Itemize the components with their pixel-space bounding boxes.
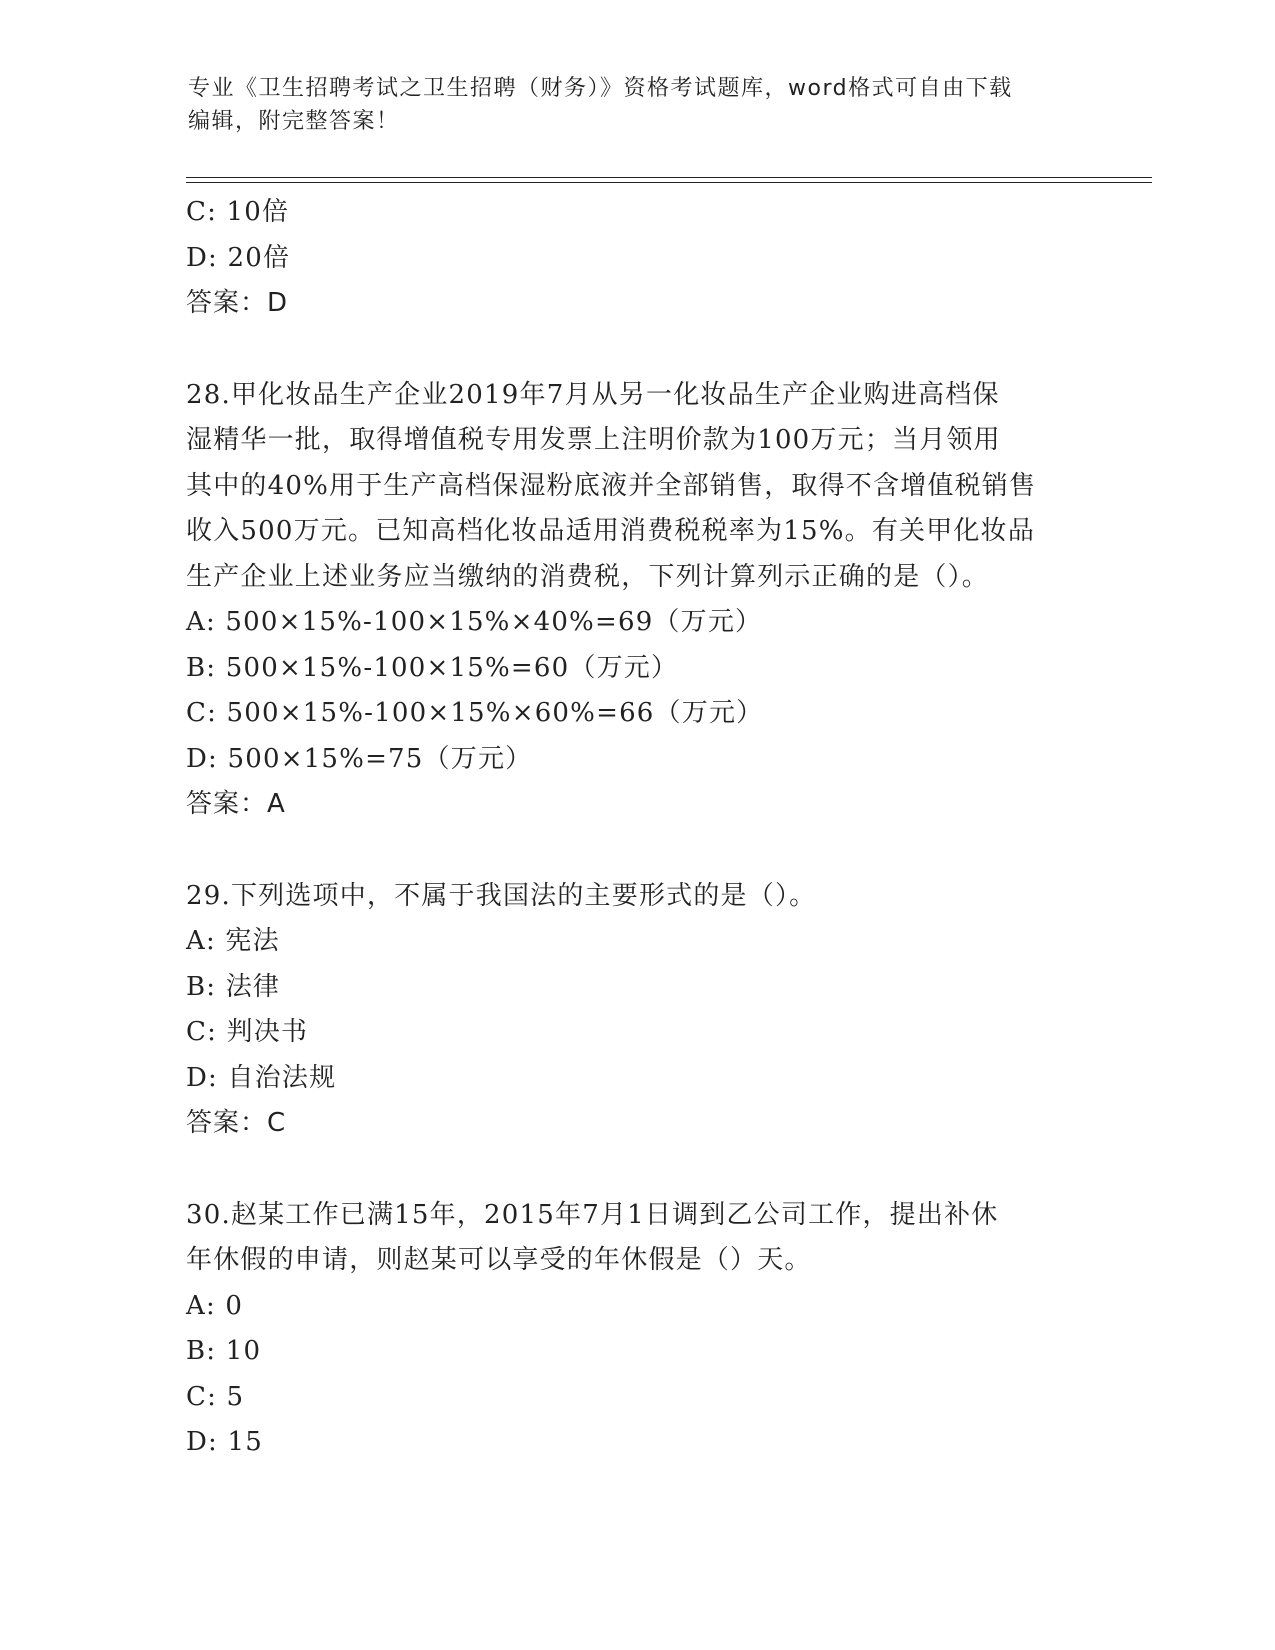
option-a: A: 500×15%-100×15%×40%=69（万元）	[186, 607, 763, 637]
question-text-line: 28.甲化妆品生产企业2019年7月从另一化妆品生产企业购进高档保	[186, 379, 1000, 410]
header-divider-top	[186, 177, 1152, 178]
option-d: D: 20倍	[186, 242, 291, 273]
question-content	[186, 190, 1086, 1466]
option-c: C: 判决书	[186, 1017, 309, 1047]
option-c: C: 5	[186, 1381, 245, 1412]
document-header	[188, 72, 1068, 138]
option-b: B: 法律	[186, 971, 281, 1002]
question-30	[186, 1193, 1086, 1466]
answer-line: 答案：D	[186, 288, 289, 318]
question-text-line: 收入500万元。已知高档化妆品适用消费税税率为15%。有关甲化妆品	[186, 516, 1036, 546]
option-d: D: 500×15%=75（万元）	[186, 743, 533, 774]
option-c: C: 500×15%-100×15%×60%=66（万元）	[186, 698, 764, 728]
question-text-line: 30.赵某工作已满15年，2015年7月1日调到乙公司工作，提出补休	[186, 1199, 999, 1230]
question-text-line: 湿精华一批，取得增值税专用发票上注明价款为100万元；当月领用	[186, 425, 1001, 455]
question-text-line: 29.下列选项中，不属于我国法的主要形式的是（）。	[186, 880, 817, 911]
answer-line: 答案：A	[186, 789, 286, 819]
option-c: C: 10倍	[186, 197, 290, 227]
question-text-line: 其中的40%用于生产高档保湿粉底液并全部销售，取得不含增值税销售	[186, 470, 1037, 501]
question-text-line: 生产企业上述业务应当缴纳的消费税，下列计算列示正确的是（）。	[186, 561, 990, 592]
option-b: B: 500×15%-100×15%=60（万元）	[186, 652, 679, 683]
option-a: A: 宪法	[186, 926, 280, 956]
question-29	[186, 874, 1086, 1147]
question-28	[186, 373, 1086, 828]
previous-question-tail	[186, 190, 1086, 327]
option-d: D: 自治法规	[186, 1062, 337, 1093]
option-a: A: 0	[186, 1290, 244, 1321]
header-line-1: 专业《卫生招聘考试之卫生招聘（财务）》资格考试题库，word格式可自由下载	[188, 76, 1013, 101]
answer-line: 答案：C	[186, 1108, 287, 1138]
question-text-line: 年休假的申请，则赵某可以享受的年休假是（）天。	[186, 1245, 812, 1275]
option-b: B: 10	[186, 1336, 262, 1366]
header-divider-bottom	[186, 182, 1152, 183]
option-d: D: 15	[186, 1427, 263, 1457]
header-line-2: 编辑，附完整答案！	[188, 109, 400, 134]
